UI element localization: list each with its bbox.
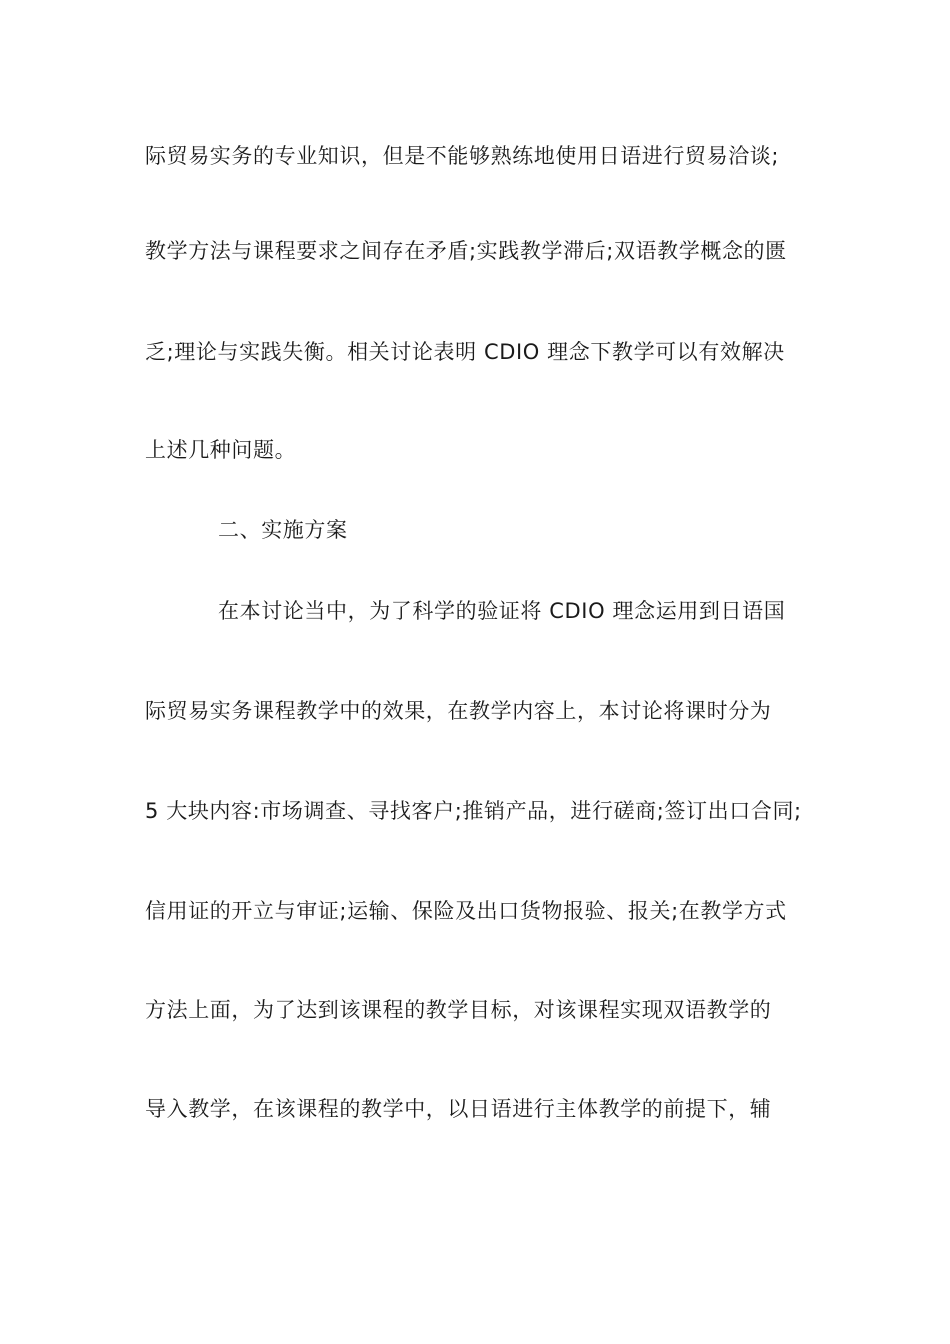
text-line: 乏;理论与实践失衡。相关讨论表明 CDIO 理念下教学可以有效解决	[145, 340, 785, 364]
text-line: 际贸易实务的专业知识，但是不能够熟练地使用日语进行贸易洽谈;	[145, 144, 780, 168]
text-line: 方法上面，为了达到该课程的教学目标，对该课程实现双语教学的	[145, 998, 772, 1022]
text-line: 在本讨论当中，为了科学的验证将 CDIO 理念运用到日语国	[218, 599, 786, 623]
text-line: 上述几种问题。	[145, 438, 297, 462]
text-line: 教学方法与课程要求之间存在矛盾;实践教学滞后;双语教学概念的匮	[145, 239, 787, 263]
text-line: 导入教学，在该课程的教学中，以日语进行主体教学的前提下，辅	[145, 1097, 772, 1121]
text-line: 5 大块内容:市场调查、寻找客户;推销产品，进行磋商;签订出口合同;	[145, 799, 802, 823]
section-heading: 二、实施方案	[218, 518, 348, 542]
text-line: 信用证的开立与审证;运输、保险及出口货物报验、报关;在教学方式	[145, 899, 787, 923]
text-line: 际贸易实务课程教学中的效果，在教学内容上，本讨论将课时分为	[145, 699, 772, 723]
